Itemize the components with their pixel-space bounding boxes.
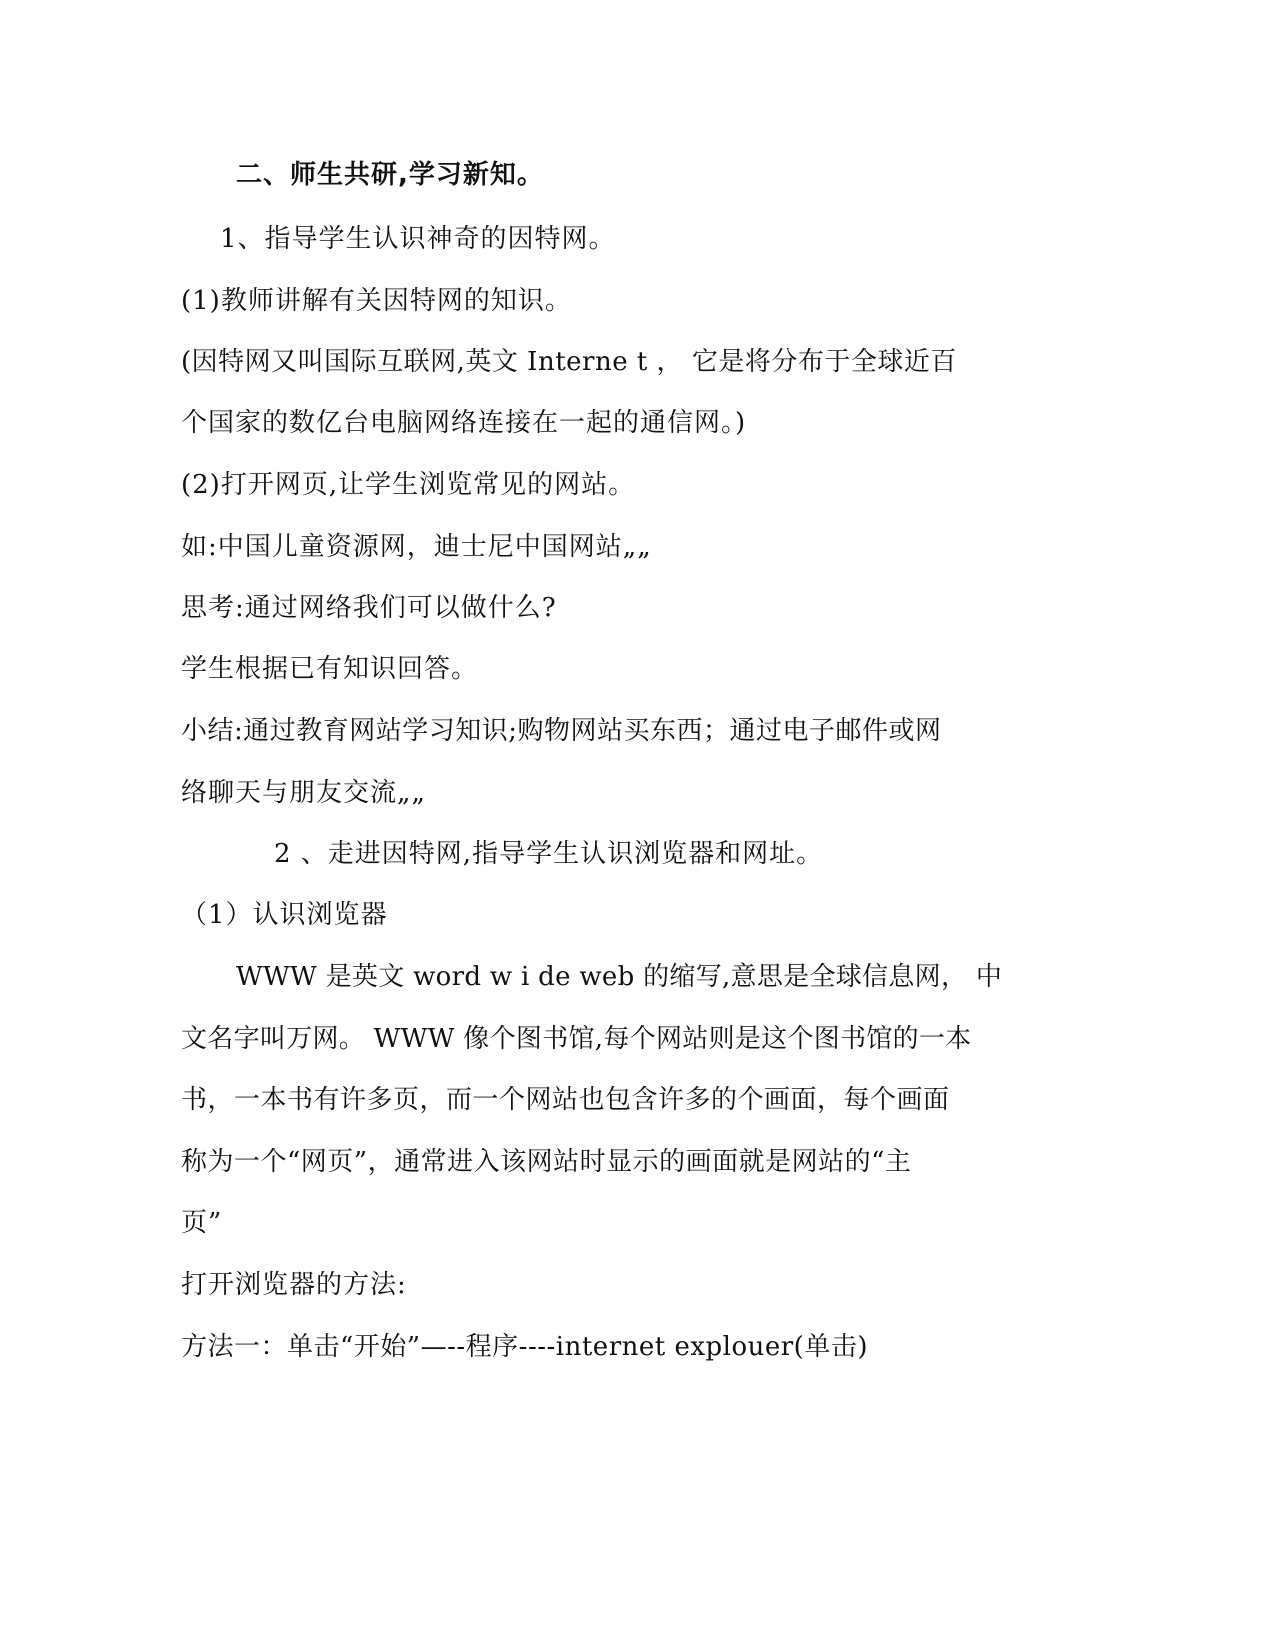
paragraph-line: 文名字叫万网。 WWW 像个图书馆,每个网站则是这个图书馆的一本: [181, 1024, 972, 1054]
paragraph-line: 打开浏览器的方法:: [181, 1270, 407, 1300]
paragraph-line: 方法一：单击“开始”—--程序----internet explouer(单击): [181, 1332, 868, 1362]
paragraph-line: 个国家的数亿台电脑网络连接在一起的通信网。): [181, 408, 747, 438]
paragraph-line: 1、指导学生认识神奇的因特网。: [220, 224, 616, 254]
paragraph-line: 小结:通过教育网站学习知识;购物网站买东西；通过电子邮件或网: [181, 716, 942, 746]
paragraph-line: WWW 是英文 word w i de web 的缩写,意思是全球信息网， 中: [236, 962, 1003, 992]
paragraph-line: 页”: [181, 1208, 223, 1238]
paragraph-line: （1）认识浏览器: [181, 900, 388, 930]
section-heading: 二、师生共研,学习新知。: [236, 160, 544, 190]
paragraph-line: (因特网又叫国际互联网,英文 Interne t ， 它是将分布于全球近百: [181, 347, 957, 377]
paragraph-line: 学生根据已有知识回答。: [181, 654, 479, 684]
paragraph-line: (2)打开网页,让学生浏览常见的网站。: [181, 470, 636, 500]
paragraph-line: 2 、走进因特网,指导学生认识浏览器和网址。: [274, 839, 824, 869]
paragraph-line: 书，一本书有许多页，而一个网站也包含许多的个画面，每个画面: [181, 1085, 950, 1115]
paragraph-line: (1)教师讲解有关因特网的知识。: [181, 286, 572, 316]
paragraph-line: 如:中国儿童资源网，迪士尼中国网站„„: [181, 532, 652, 562]
paragraph-line: 思考:通过网络我们可以做什么?: [181, 593, 557, 623]
paragraph-line: 络聊天与朋友交流„„: [181, 778, 426, 808]
paragraph-line: 称为一个“网页”，通常进入该网站时显示的画面就是网站的“主: [181, 1147, 912, 1177]
